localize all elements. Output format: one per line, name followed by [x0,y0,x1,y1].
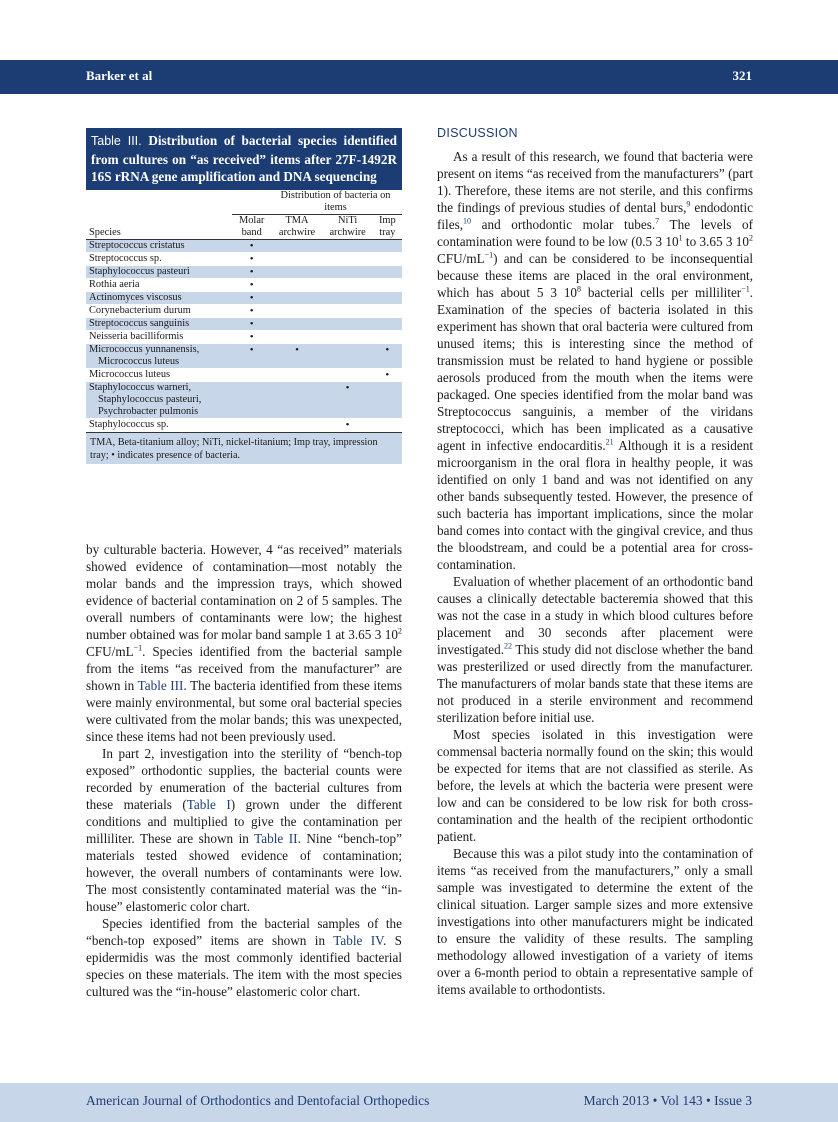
reference-7-link[interactable]: 7 [655,216,660,226]
presence-dot: • [385,368,390,381]
species-name: Staphylococcus pasteuri [89,265,190,277]
table-row [86,265,402,278]
presence-cell [373,278,402,291]
species-name: Rothia aeria [89,278,140,290]
right-paragraph-2: Evaluation of whether placement of an orthodontic band causes a clinically detectable bacteremia showed that this was not the case in a study in which blood cultures before placement and 30 seconds after placement were investigated.$^{22}$ This study did not disclose whether the band was presterilized or used directly from the manufacturer. The manufacturers of molar bands state that these items are not produced in a sterile environment and recommend sterilization before initial use. [437,574,753,725]
reference-21-link[interactable]: 21 [605,437,614,447]
presence-cell [232,381,271,418]
species-name: Staphylococcus sp. [89,418,169,430]
table-title: Distribution of bacterial species identified from cultures on “as received” items after 27F-1492R 16S rRNA gene amplification and DNA sequencing [91,133,398,184]
species-cell [86,381,232,418]
table-row [86,291,402,304]
table-row [86,278,402,291]
right-column [437,148,753,998]
presence-cell [323,278,373,291]
table-footnote: TMA, Beta-titanium alloy; NiTi, nickel-titanium; Imp tray, impression tray; • indicates presence of bacteria. [86,432,402,464]
presence-cell [271,368,322,381]
right-paragraph-3: Most species isolated in this investigation were commensal bacteria normally found on the skin; this would be expected for items that are not classified as sterile. As before, the levels at which the bacteria were present were low and can be considered to be low risk for both cross-contamination and the health of the recipient orthodontic patient. [437,727,753,844]
table-body [86,239,402,431]
presence-cell [271,304,322,317]
presence-dot: • [249,265,254,278]
table-row [86,304,402,317]
presence-cell [271,317,322,330]
species-name: Micrococcus luteus [98,355,180,367]
table-group-header: Distribution of bacteria on items [232,190,402,215]
table-row [86,252,402,265]
footer-journal: American Journal of Orthodontics and Dentofacial Orthopedics [86,1093,430,1108]
presence-cell [323,330,373,343]
table-column-header: NiTi archwire [329,214,366,238]
presence-cell [373,330,402,343]
table-row [86,418,402,431]
header-authors: Barker et al [86,68,153,83]
presence-cell [232,265,271,278]
presence-dot: • [385,343,390,356]
presence-cell [323,239,373,252]
presence-cell [271,330,322,343]
presence-cell [271,381,322,418]
species-name: Micrococcus luteus [89,368,171,380]
table-column-header: Molar band [239,214,265,238]
presence-cell [232,330,271,343]
presence-cell [323,343,373,368]
presence-cell [373,418,402,431]
left-paragraph-2: In part 2, investigation into the sterility of “bench-top exposed” orthodontic supplies, the bacterial counts were recorded by enumeration of the bacterial cultures from these materials (Table I) grown under the different conditions and multiplied to give the contamination per milliliter. These are shown in Table II. Nine “bench-top” materials tested showed evidence of contamination; however, the overall numbers of contaminants were low. The most consistently contaminated material was the “in-house” elastomeric color chart. [86,746,402,914]
species-name: Actinomyces viscosus [89,291,182,303]
presence-cell [232,368,271,381]
right-paragraph-4: Because this was a pilot study into the contamination of items “as received from the manufacturers,” only a small sample was investigated to determine the extent of the clinical situation. Larger sample sizes and more extensive investigations into other manufacturers might be indicated to ensure the validity of these results. The sampling methodology allowed investigation of a variety of items over a 6-month period to obtain a representative sample of items available to orthodontists. [437,846,753,997]
reference-9-link[interactable]: 9 [686,199,691,209]
table-row [86,239,402,252]
presence-cell [323,368,373,381]
table-species-header: Species [89,226,121,238]
presence-cell [373,239,402,252]
presence-cell [323,317,373,330]
presence-cell [373,381,402,418]
presence-cell [271,252,322,265]
presence-cell [323,291,373,304]
presence-cell [232,418,271,431]
presence-cell [271,239,322,252]
footer-issue: March 2013 • Vol 143 • Issue 3 [583,1093,752,1108]
right-paragraph-1: As a result of this research, we found that bacteria were present on items “as received from the manufacturers” (part 1). Therefore, these items are not sterile, and this confirms the findings of previous studies of dental burs,$^9$ endodontic files,$^{10}$ and orthodontic molar tubes.$^7$ The levels of contamination were found to be low (0.5 3 $10^1$ to 3.65 3 $10^2$ CFU/$mL^{-1}$) and can be considered to be inconsequential because these items are placed in the oral environment, which has about 5 3 $10^8$ bacterial cells per milliliter$^{-1}$. Examination of the species of bacteria isolated in this experiment has shown that oral bacteria were cultured from unused items; this is interesting since the method of transmission must be related to hand hygiene or possible aerosols produced from the mouth when the items were packaged. One species identified from the molar band was Streptococcus sanguinis, a member of the viridans streptococci, which has been implicated as a causative agent in infective endocarditis.$^{21}$ Although it is a resident microorganism in the oral flora in healthy people, it was identified on only 1 band and was not identified on any other bands subsequently tested. However, the presence of such bacteria has important implications, since the molar band comes into contact with the gingival crevice, and thus the bloodstream, and could be a potential area for cross-contamination. [437,149,753,572]
table-caption [86,128,402,190]
table-column-header: Imp tray [378,214,396,238]
presence-cell [271,343,322,368]
header-page-number: 321 [732,68,752,83]
presence-cell [271,265,322,278]
presence-dot: • [249,343,254,356]
species-cell [86,252,232,265]
species-cell [86,291,232,304]
presence-cell [232,239,271,252]
reference-10-link[interactable]: 10 [463,216,472,226]
presence-cell [232,291,271,304]
species-name: Streptococcus sp. [89,252,162,264]
presence-cell [373,343,402,368]
presence-dot: • [249,252,254,265]
species-cell [86,317,232,330]
species-cell [86,278,232,291]
presence-cell [323,418,373,431]
species-cell [86,265,232,278]
presence-cell [271,291,322,304]
presence-cell [323,381,373,418]
table-row [86,381,402,418]
presence-dot: • [345,418,350,431]
species-cell [86,239,232,252]
presence-cell [373,291,402,304]
presence-cell [323,304,373,317]
running-header [0,60,838,94]
running-footer [0,1083,838,1122]
table-row [86,317,402,330]
presence-cell [373,252,402,265]
species-name: Psychrobacter pulmonis [98,405,199,417]
table-iv-link[interactable]: Table IV [333,933,383,948]
table-column-header: TMA archwire [278,214,316,238]
presence-dot: • [345,381,350,394]
table-i-link[interactable]: Table I [186,797,231,812]
presence-cell [271,418,322,431]
presence-dot: • [249,291,254,304]
table-column-header-row [86,214,402,239]
presence-dot: • [249,317,254,330]
presence-cell [323,265,373,278]
presence-dot: • [295,343,299,356]
left-paragraph-3: Species identified from the bacterial samples of the “bench-top exposed” items are shown in Table IV. S epidermidis was the most commonly identified bacterial species on these materials. The item with the most species cultured was the “in-house” elastomeric color chart. [86,916,403,999]
species-name: Corynebacterium durum [89,304,191,316]
discussion-heading: DISCUSSION [437,126,518,140]
species-name: Micrococcus yunnanensis, [89,343,200,355]
species-cell [86,343,232,368]
presence-dot: • [249,239,254,252]
presence-cell [271,278,322,291]
species-cell [86,418,232,431]
presence-cell [232,343,271,368]
presence-cell [373,317,402,330]
left-column [86,541,402,1000]
presence-dot: • [249,304,254,317]
table-label: Table III. [91,134,142,148]
table-row [86,368,402,381]
presence-cell [232,252,271,265]
table-row [86,330,402,343]
species-cell [86,304,232,317]
presence-cell [232,304,271,317]
presence-cell [373,265,402,278]
table-iii [86,128,402,464]
species-name: Streptococcus cristatus [89,239,185,251]
presence-dot: • [249,278,254,291]
presence-cell [232,317,271,330]
species-name: Staphylococcus pasteuri, [98,393,202,405]
table-iii-link[interactable]: Table III [137,678,184,693]
left-paragraph-1: by culturable bacteria. However, 4 “as received” materials showed evidence of contamination—most notably the molar bands and the impression trays, which showed evidence of bacterial contamination on 2 of 5 samples. The overall numbers of contaminants were low; the highest number obtained was for molar band sample 1 at 3.65 3 $10^2$ CFU/$mL^{-1}$. Species identified from the bacterial sample from the items “as received from the manufacturer” are shown in Table III. The bacteria identified from these items were mainly environmental, but some oral bacterial species were cultivated from the molar bands; this was unexpected, since these items had not been previously used. [86,542,402,744]
table-ii-link[interactable]: Table II [254,831,298,846]
species-name: Staphylococcus warneri, [89,381,192,393]
presence-dot: • [249,330,254,343]
presence-cell [232,278,271,291]
reference-22-link[interactable]: 22 [504,641,513,651]
presence-cell [323,252,373,265]
presence-cell [373,368,402,381]
species-cell [86,330,232,343]
species-cell [86,368,232,381]
table-row [86,343,402,368]
species-name: Streptococcus sanguinis [89,317,190,329]
table-grid [86,190,402,432]
species-name: Neisseria bacilliformis [89,330,184,342]
presence-cell [373,304,402,317]
